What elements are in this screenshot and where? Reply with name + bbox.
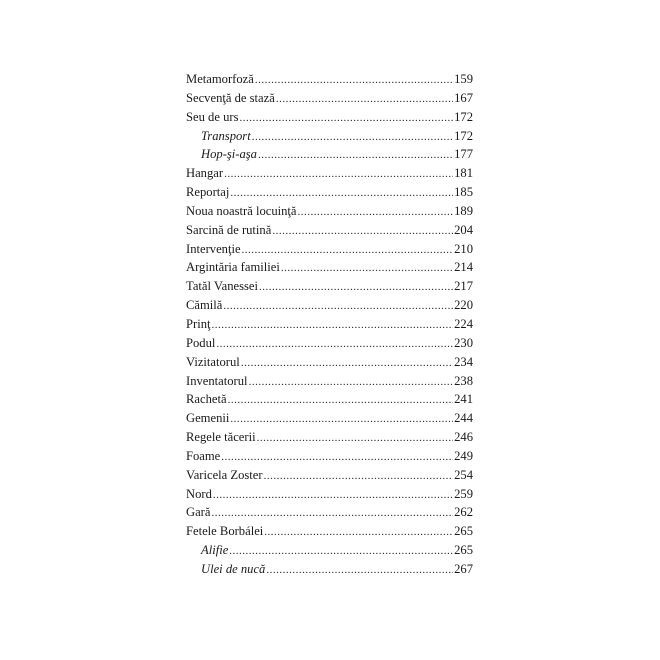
toc-entry-page-number: 259: [454, 486, 473, 501]
toc-entry-title: Intervenţie: [186, 241, 241, 256]
toc-dot-leader: [264, 523, 453, 542]
toc-entry-page-number: 214: [454, 260, 473, 275]
toc-entry-title: Metamorfoză: [186, 72, 254, 86]
toc-entry-page-number: 238: [454, 373, 473, 388]
toc-entry: [186, 503, 473, 522]
toc-dot-leader: [229, 542, 453, 561]
toc-dot-leader: [239, 109, 453, 128]
toc-dot-leader: [264, 467, 454, 486]
toc-dot-leader: [276, 90, 453, 109]
toc-entry-page-number: 254: [454, 467, 473, 482]
toc-entry: [186, 164, 473, 183]
toc-dot-leader: [221, 448, 453, 467]
toc-entry-title: Secvenţă de stază: [186, 90, 275, 105]
toc-entry-title: Vizitatorul: [186, 354, 240, 369]
toc-entry-page-number: 172: [454, 128, 473, 143]
toc-entry: [186, 221, 473, 240]
toc-dot-leader: [213, 486, 453, 505]
toc-entry-title: Fetele Borbálei: [186, 524, 264, 539]
toc-entry-page-number: 249: [454, 448, 473, 463]
toc-entry: [186, 372, 473, 391]
toc-entry-page-number: 185: [454, 185, 473, 200]
toc-entry-page-number: 159: [454, 72, 473, 86]
toc-entry-title: Reportaj: [186, 185, 230, 200]
toc-subentry: [186, 541, 473, 560]
toc-entry: [186, 296, 473, 315]
toc-entry-page-number: 262: [454, 505, 473, 520]
toc-entry-page-number: 217: [454, 279, 473, 294]
toc-entry-title: Hop-şi-aşa: [201, 147, 257, 162]
toc-dot-leader: [272, 222, 453, 241]
toc-entry-title: Varicela Zoster: [186, 467, 263, 482]
toc-dot-leader: [266, 561, 453, 580]
toc-entry-title: Sarcină de rutină: [186, 222, 272, 237]
toc-dot-leader: [241, 354, 453, 373]
toc-entry-page-number: 244: [454, 411, 473, 426]
toc-entry: [186, 70, 473, 89]
toc-entry: [186, 466, 473, 485]
toc-entry-page-number: 267: [454, 561, 473, 576]
toc-dot-leader: [228, 391, 454, 410]
toc-dot-leader: [216, 335, 453, 354]
toc-entry-page-number: 234: [454, 354, 473, 369]
toc-entry-title: Prinţ: [186, 316, 211, 331]
toc-dot-leader: [249, 373, 454, 392]
toc-dot-leader: [212, 316, 454, 335]
toc-entry-title: Argintăria familiei: [186, 260, 280, 275]
toc-dot-leader: [223, 297, 453, 316]
toc-dot-leader: [252, 128, 453, 147]
toc-entry-title: Inventatorul: [186, 373, 248, 388]
toc-entry: [186, 240, 473, 259]
toc-entry: [186, 522, 473, 541]
toc-entry-page-number: 210: [454, 241, 473, 256]
toc-entry-title: Cămilă: [186, 298, 223, 313]
toc-dot-leader: [211, 504, 453, 523]
toc-entry-page-number: 189: [454, 203, 473, 218]
toc-dot-leader: [258, 146, 453, 165]
toc-entry-page-number: 181: [454, 166, 473, 181]
toc-entry-title: Hangar: [186, 166, 224, 181]
toc-dot-leader: [255, 71, 453, 90]
toc-entry-page-number: 265: [454, 543, 473, 558]
toc-entry-page-number: 265: [454, 524, 473, 539]
toc-dot-leader: [230, 184, 453, 203]
toc-entry: [186, 183, 473, 202]
toc-entry-page-number: 220: [454, 298, 473, 313]
toc-entry-title: Ulei de nucă: [201, 561, 266, 576]
toc-entry-page-number: 177: [454, 147, 473, 162]
toc-entry-title: Rachetă: [186, 392, 227, 407]
toc-entry-page-number: 246: [454, 430, 473, 445]
toc-entry-title: Alifie: [201, 543, 229, 558]
toc-entry-title: Gară: [186, 505, 211, 520]
toc-entry-title: Transport: [201, 128, 251, 143]
toc-entry-title: Nord: [186, 486, 212, 501]
toc-subentry: [186, 560, 473, 579]
toc-entry-title: Seu de urs: [186, 109, 239, 124]
toc-entry: [186, 89, 473, 108]
toc-entry: [186, 108, 473, 127]
toc-entry: [186, 334, 473, 353]
toc-dot-leader: [224, 165, 453, 184]
toc-dot-leader: [259, 278, 453, 297]
toc-entry-page-number: 204: [454, 222, 473, 237]
toc-entry: [186, 409, 473, 428]
toc-dot-leader: [281, 259, 453, 278]
toc-entry-page-number: 230: [454, 335, 473, 350]
toc-entry: [186, 447, 473, 466]
toc-entry: [186, 202, 473, 221]
toc-entry-page-number: 241: [454, 392, 473, 407]
toc-entry: [186, 353, 473, 372]
table-of-contents: [186, 70, 473, 579]
toc-entry-title: Podul: [186, 335, 216, 350]
toc-dot-leader: [257, 429, 454, 448]
toc-entry: [186, 390, 473, 409]
toc-entry-title: Gemenii: [186, 411, 230, 426]
toc-entry: [186, 315, 473, 334]
toc-entry-page-number: 172: [454, 109, 473, 124]
toc-entry-title: Foame: [186, 448, 221, 463]
toc-entry-title: Tatăl Vanessei: [186, 279, 258, 294]
toc-dot-leader: [230, 410, 453, 429]
toc-dot-leader: [298, 203, 454, 222]
toc-subentry: [186, 145, 473, 164]
toc-entry-title: Noua noastră locuinţă: [186, 203, 297, 218]
toc-entry-page-number: 167: [454, 90, 473, 105]
toc-entry-page-number: 224: [454, 316, 473, 331]
toc-entry: [186, 277, 473, 296]
toc-entry: [186, 485, 473, 504]
toc-entry-title: Regele tăcerii: [186, 430, 256, 445]
toc-dot-leader: [242, 241, 454, 260]
toc-entry: [186, 258, 473, 277]
toc-subentry: [186, 127, 473, 146]
toc-entry: [186, 428, 473, 447]
